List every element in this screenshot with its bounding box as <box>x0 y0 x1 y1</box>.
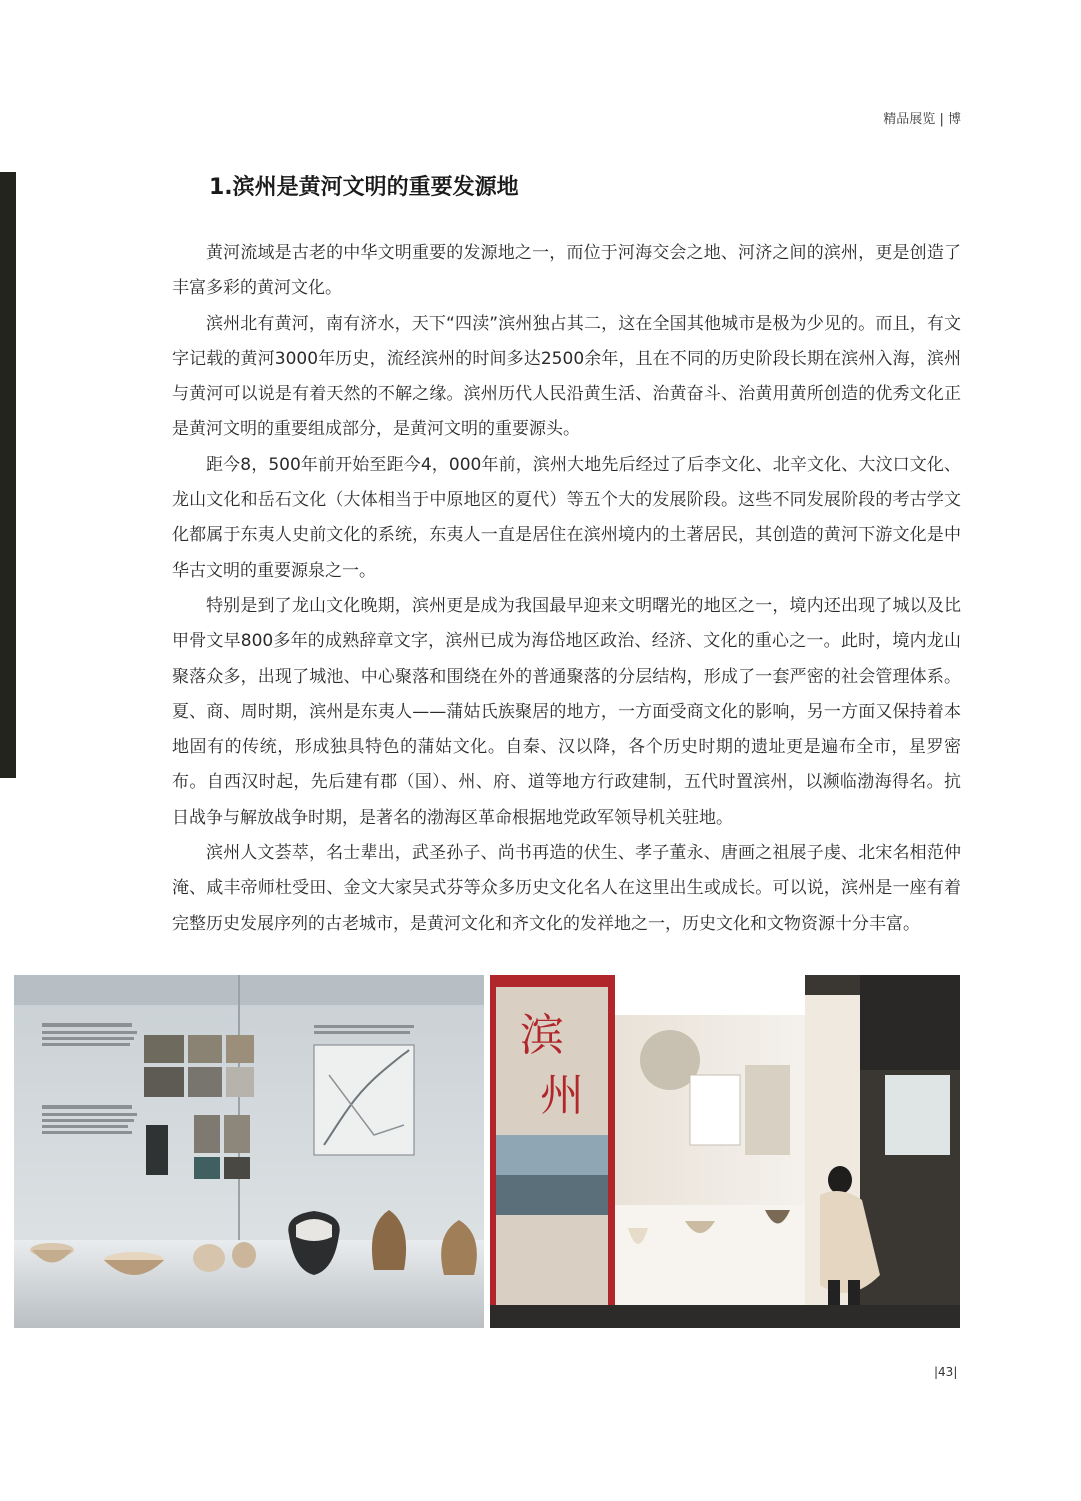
page-header <box>883 108 961 127</box>
exhibit-photo-pottery <box>14 975 484 1328</box>
side-color-bar <box>0 172 16 778</box>
header-section: 精品展览 <box>883 112 936 127</box>
header-tag: 博 <box>947 112 961 127</box>
paragraph: 滨州人文荟萃，名士辈出，武圣孙子、尚书再造的伏生、孝子董永、唐画之祖展子虔、北宋名相范仲淹、咸丰帝师杜受田、金文大家吴式芬等众多历史文化名人在这里出生或成长。可以说，滨州是一座有着完整历史发展序列的古老城市，是黄河文化和齐文化的发祥地之一，历史文化和文物资源十分丰富。 <box>172 843 961 934</box>
article-title: 1.滨州是黄河文明的重要发源地 <box>209 175 519 200</box>
header-separator: | <box>939 112 944 127</box>
paragraph: 距今8，500年前开始至距今4，000年前，滨州大地先后经过了后李文化、北辛文化、大汶口文化、龙山文化和岳石文化（大体相当于中原地区的夏代）等五个大的发展阶段。这些不同发展阶段的考古学文化都属于东夷人史前文化的系统，东夷人一直是居住在滨州境内的土著居民，其创造的黄河下游文化是中华古文明的重要源泉之一。 <box>172 454 961 581</box>
exhibit-photo-hall <box>490 975 960 1328</box>
paragraph: 特别是到了龙山文化晚期，滨州更是成为我国最早迎来文明曙光的地区之一，境内还出现了城以及比甲骨文早800多年的成熟辞章文字，滨州已成为海岱地区政治、经济、文化的重心之一。此时，境内龙山聚落众多，出现了城池、中心聚落和围绕在外的普通聚落的分层结构，形成了一套严密的社会管理体系。夏、商、周时期，滨州是东夷人——蒲姑氏族聚居的地方，一方面受商文化的影响，另一方面又保持着本地固有的传统，形成独具特色的蒲姑文化。自秦、汉以降，各个历史时期的遗址更是遍布全市，星罗密布。自西汉时起，先后建有郡（国）、州、府、道等地方行政建制，五代时置滨州，以濒临渤海得名。抗日战争与解放战争时期，是著名的渤海区革命根据地党政军领导机关驻地。 <box>172 595 961 828</box>
article-body <box>172 236 961 942</box>
paragraph: 滨州北有黄河，南有济水，天下“四渎”滨州独占其二，这在全国其他城市是极为少见的。而且，有文字记载的黄河3000年历史，流经滨州的时间多达2500余年，且在不同的历史阶段长期在滨州入海，滨州与黄河可以说是有着天然的不解之缘。滨州历代人民沿黄生活、治黄奋斗、治黄用黄所创造的优秀文化正是黄河文明的重要组成部分，是黄河文明的重要源头。 <box>172 313 961 440</box>
page-number: |43| <box>934 1365 958 1379</box>
paragraph: 黄河流域是古老的中华文明重要的发源地之一，而位于河海交会之地、河济之间的滨州，更是创造了丰富多彩的黄河文化。 <box>172 243 961 299</box>
banner-char-1: 滨 <box>520 1010 564 1061</box>
banner-char-2: 州 <box>540 1070 584 1121</box>
